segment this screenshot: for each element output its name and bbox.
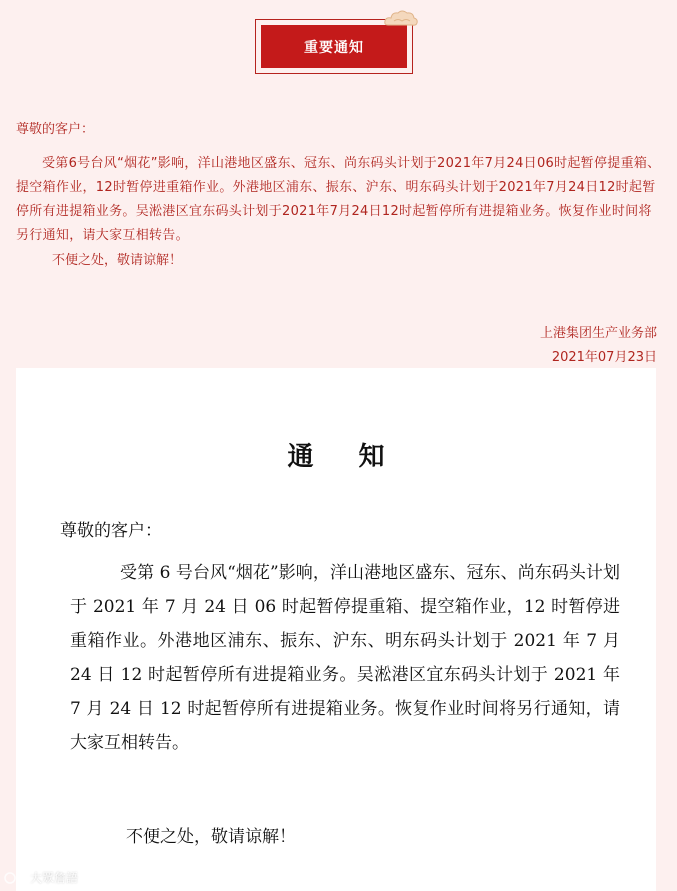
media-logo-icon bbox=[4, 871, 26, 885]
document-closing: 不便之处，敬请谅解！ bbox=[126, 827, 296, 847]
document-title: 通 知 bbox=[287, 442, 403, 472]
watermark bbox=[4, 869, 78, 886]
notice-date: 2021年07月23日 bbox=[551, 350, 657, 365]
important-notice-badge: 重要通知 bbox=[261, 25, 407, 68]
watermark-text: 大眾詹語 bbox=[30, 871, 79, 885]
notice-salutation: 尊敬的客户： bbox=[16, 122, 95, 137]
document-body: 受第 6 号台风“烟花”影响，洋山港地区盛东、冠东、尚东码头计划于 2021 年 7 月 24 日 06 时起暂停提重箱、提空箱作业，12 时暂停进重箱作业。外港地区浦东、振东、沪东、明东码头计划于 2021 年 7 月 24 日 12 时起暂停所有进提箱业务。吴淞港区宜东码头计划于 2021 年 7 月 24 日 12 时起暂停所有进提箱业务。恢复作业时间将另行通知，请大家互相转告。 bbox=[70, 563, 620, 753]
document-salutation: 尊敬的客户： bbox=[60, 521, 162, 541]
cloud-ornament-icon bbox=[384, 9, 418, 29]
notice-signature-block bbox=[540, 322, 657, 370]
notice-body: 受第6号台风“烟花”影响，洋山港地区盛东、冠东、尚东码头计划于2021年7月24日06时起暂停提重箱、提空箱作业，12时暂停进重箱作业。外港地区浦东、振东、沪东、明东码头计划于2021年7月24日12时起暂停所有进提箱业务。吴淞港区宜东码头计划于2021年7月24日12时起暂停所有进提箱业务。恢复作业时间将另行通知，请大家互相转告。 bbox=[16, 156, 661, 243]
notice-signature: 上港集团生产业务部 bbox=[539, 326, 657, 341]
official-notice-document-image bbox=[16, 368, 656, 891]
notice-closing: 不便之处，敬请谅解！ bbox=[52, 253, 183, 268]
